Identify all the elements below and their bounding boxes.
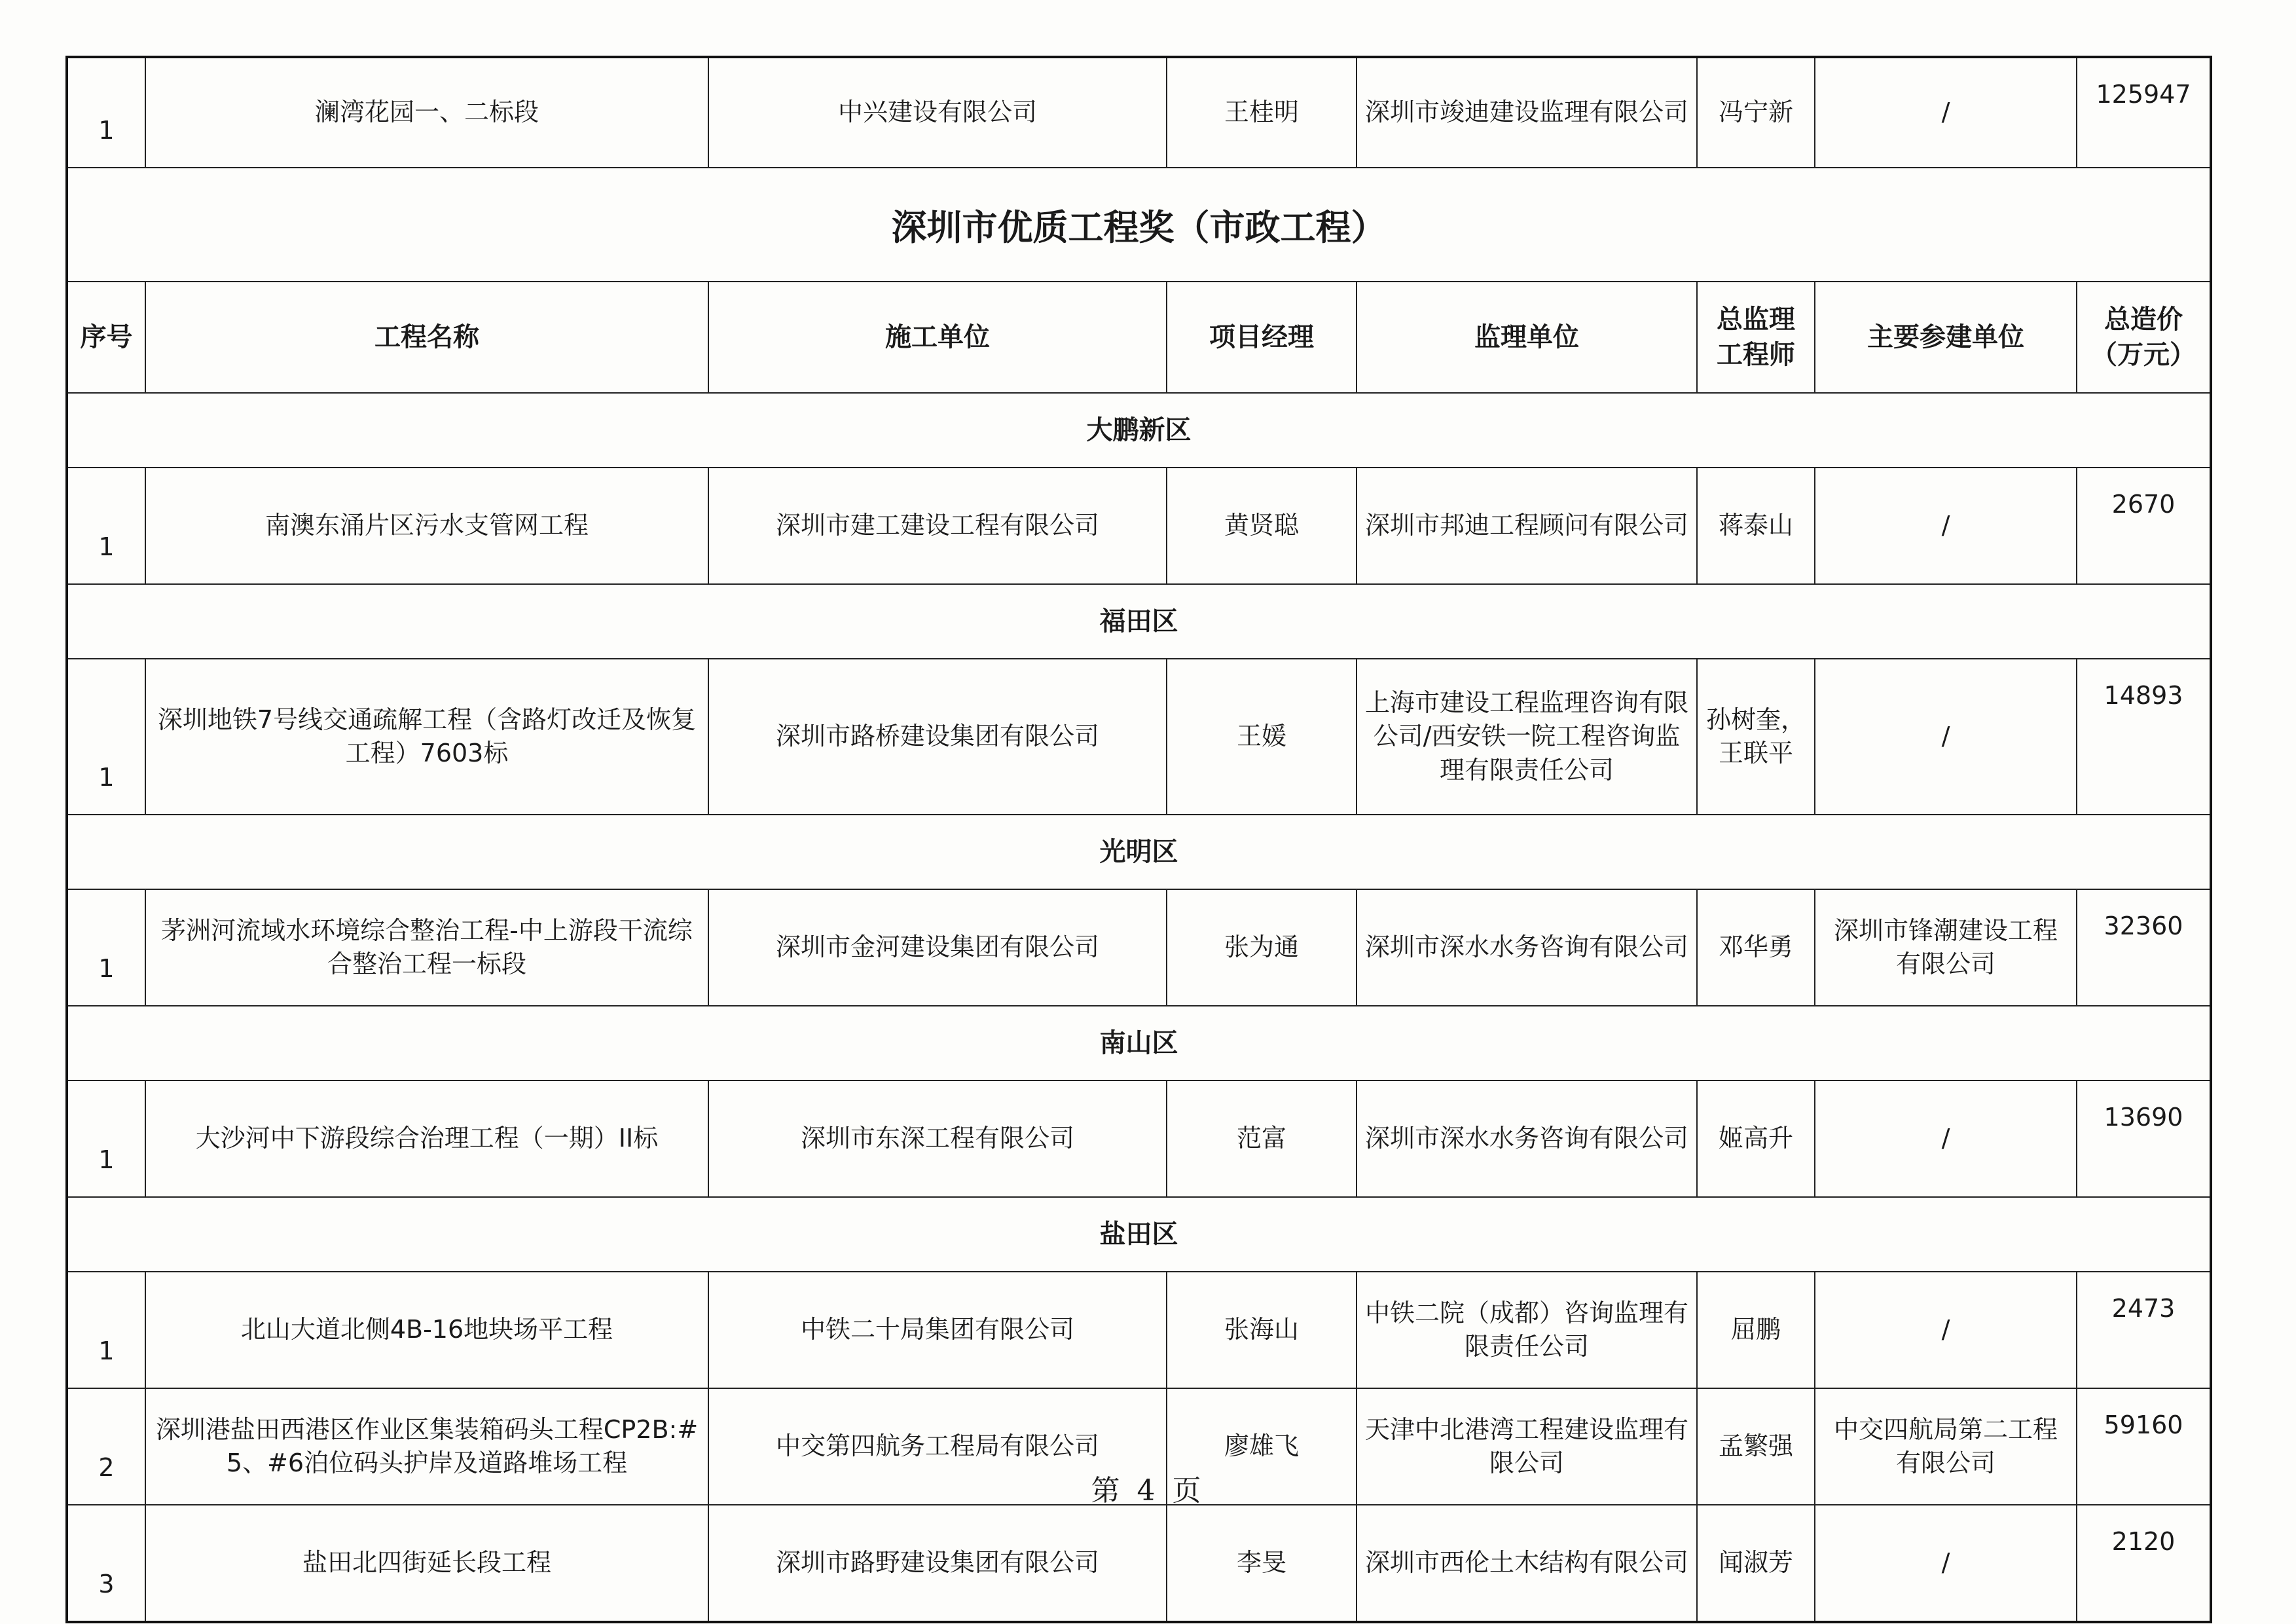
cell-supervisor-unit: 中铁二院（成都）咨询监理有限责任公司	[1357, 1272, 1697, 1388]
table-row	[67, 1080, 2211, 1197]
cell-builder: 深圳市路野建设集团有限公司	[708, 1505, 1167, 1622]
cell-supervisor-unit: 深圳市竣迪建设监理有限公司	[1357, 57, 1697, 168]
header-participants: 主要参建单位	[1815, 282, 2077, 393]
cell-participants: /	[1815, 1080, 2077, 1197]
cell-manager: 王桂明	[1167, 57, 1357, 168]
awards-table	[65, 56, 2212, 1623]
district-header-row	[67, 584, 2211, 659]
cell-cost: 32360	[2077, 889, 2211, 1006]
district-header-row	[67, 393, 2211, 468]
header-supervisor-unit: 监理单位	[1357, 282, 1697, 393]
table-row	[67, 889, 2211, 1006]
district-name: 大鹏新区	[67, 393, 2211, 468]
cell-project-name: 盐田北四街延长段工程	[145, 1505, 708, 1622]
table-row	[67, 1505, 2211, 1622]
cell-builder: 深圳市建工建设工程有限公司	[708, 468, 1167, 584]
cell-manager: 李旻	[1167, 1505, 1357, 1622]
cell-participants: /	[1815, 57, 2077, 168]
cell-builder: 中交第四航务工程局有限公司	[708, 1388, 1167, 1505]
table-row	[67, 659, 2211, 815]
cell-project-name: 北山大道北侧4B-16地块场平工程	[145, 1272, 708, 1388]
cell-cost: 2120	[2077, 1505, 2211, 1622]
cell-builder: 中兴建设有限公司	[708, 57, 1167, 168]
cell-chief-supervisor: 冯宁新	[1697, 57, 1815, 168]
cell-chief-supervisor: 邓华勇	[1697, 889, 1815, 1006]
cell-participants: /	[1815, 468, 2077, 584]
cell-cost: 14893	[2077, 659, 2211, 815]
cell-supervisor-unit: 上海市建设工程监理咨询有限公司/西安铁一院工程咨询监理有限责任公司	[1357, 659, 1697, 815]
district-name: 南山区	[67, 1006, 2211, 1080]
cell-manager: 王媛	[1167, 659, 1357, 815]
cell-no: 1	[67, 1080, 145, 1197]
cell-supervisor-unit: 天津中北港湾工程建设监理有限公司	[1357, 1388, 1697, 1505]
table-row	[67, 468, 2211, 584]
cell-cost: 59160	[2077, 1388, 2211, 1505]
cell-participants: /	[1815, 659, 2077, 815]
page-footer: 第 4 页	[1091, 1474, 1205, 1507]
cell-project-name: 深圳地铁7号线交通疏解工程（含路灯改迁及恢复工程）7603标	[145, 659, 708, 815]
cell-builder: 深圳市金河建设集团有限公司	[708, 889, 1167, 1006]
awards-sheet	[65, 56, 2210, 1623]
header-manager: 项目经理	[1167, 282, 1357, 393]
cell-no: 1	[67, 468, 145, 584]
cell-participants: 中交四航局第二工程有限公司	[1815, 1388, 2077, 1505]
cell-manager: 张为通	[1167, 889, 1357, 1006]
cell-cost: 125947	[2077, 57, 2211, 168]
district-header-row	[67, 1006, 2211, 1080]
cell-chief-supervisor: 孙树奎，王联平	[1697, 659, 1815, 815]
cell-chief-supervisor: 姬高升	[1697, 1080, 1815, 1197]
table-row	[67, 1272, 2211, 1388]
cell-chief-supervisor: 屈鹏	[1697, 1272, 1815, 1388]
cell-manager: 范富	[1167, 1080, 1357, 1197]
cell-project-name: 大沙河中下游段综合治理工程（一期）II标	[145, 1080, 708, 1197]
cell-no: 2	[67, 1388, 145, 1505]
cell-chief-supervisor: 孟繁强	[1697, 1388, 1815, 1505]
cell-participants: /	[1815, 1272, 2077, 1388]
cell-no: 1	[67, 659, 145, 815]
district-name: 福田区	[67, 584, 2211, 659]
cell-project-name: 深圳港盐田西港区作业区集装箱码头工程CP2B:#5、#6泊位码头护岸及道路堆场工程	[145, 1388, 708, 1505]
header-cost: 总造价（万元）	[2077, 282, 2211, 393]
cell-supervisor-unit: 深圳市深水水务咨询有限公司	[1357, 1080, 1697, 1197]
cell-builder: 深圳市路桥建设集团有限公司	[708, 659, 1167, 815]
cell-cost: 2473	[2077, 1272, 2211, 1388]
cell-no: 1	[67, 57, 145, 168]
district-header-row	[67, 815, 2211, 889]
section-title-row	[67, 168, 2211, 282]
cell-manager: 黄贤聪	[1167, 468, 1357, 584]
cell-supervisor-unit: 深圳市深水水务咨询有限公司	[1357, 889, 1697, 1006]
cell-no: 1	[67, 1272, 145, 1388]
cell-participants: 深圳市锋潮建设工程有限公司	[1815, 889, 2077, 1006]
cell-supervisor-unit: 深圳市西伦土木结构有限公司	[1357, 1505, 1697, 1622]
cell-participants: /	[1815, 1505, 2077, 1622]
header-chief-supervisor: 总监理工程师	[1697, 282, 1815, 393]
cell-chief-supervisor: 蒋泰山	[1697, 468, 1815, 584]
district-header-row	[67, 1197, 2211, 1272]
header-project-name: 工程名称	[145, 282, 708, 393]
table-row	[67, 57, 2211, 168]
cell-cost: 2670	[2077, 468, 2211, 584]
cell-project-name: 南澳东涌片区污水支管网工程	[145, 468, 708, 584]
header-builder: 施工单位	[708, 282, 1167, 393]
district-name: 光明区	[67, 815, 2211, 889]
district-name: 盐田区	[67, 1197, 2211, 1272]
header-no: 序号	[67, 282, 145, 393]
cell-builder: 深圳市东深工程有限公司	[708, 1080, 1167, 1197]
cell-manager: 廖雄飞	[1167, 1388, 1357, 1505]
cell-no: 3	[67, 1505, 145, 1622]
table-body	[67, 57, 2211, 1622]
cell-chief-supervisor: 闻淑芳	[1697, 1505, 1815, 1622]
cell-project-name: 茅洲河流域水环境综合整治工程-中上游段干流综合整治工程一标段	[145, 889, 708, 1006]
cell-cost: 13690	[2077, 1080, 2211, 1197]
section-title: 深圳市优质工程奖（市政工程）	[67, 168, 2211, 282]
cell-builder: 中铁二十局集团有限公司	[708, 1272, 1167, 1388]
header-row	[67, 282, 2211, 393]
cell-manager: 张海山	[1167, 1272, 1357, 1388]
cell-supervisor-unit: 深圳市邦迪工程顾问有限公司	[1357, 468, 1697, 584]
cell-project-name: 澜湾花园一、二标段	[145, 57, 708, 168]
cell-no: 1	[67, 889, 145, 1006]
